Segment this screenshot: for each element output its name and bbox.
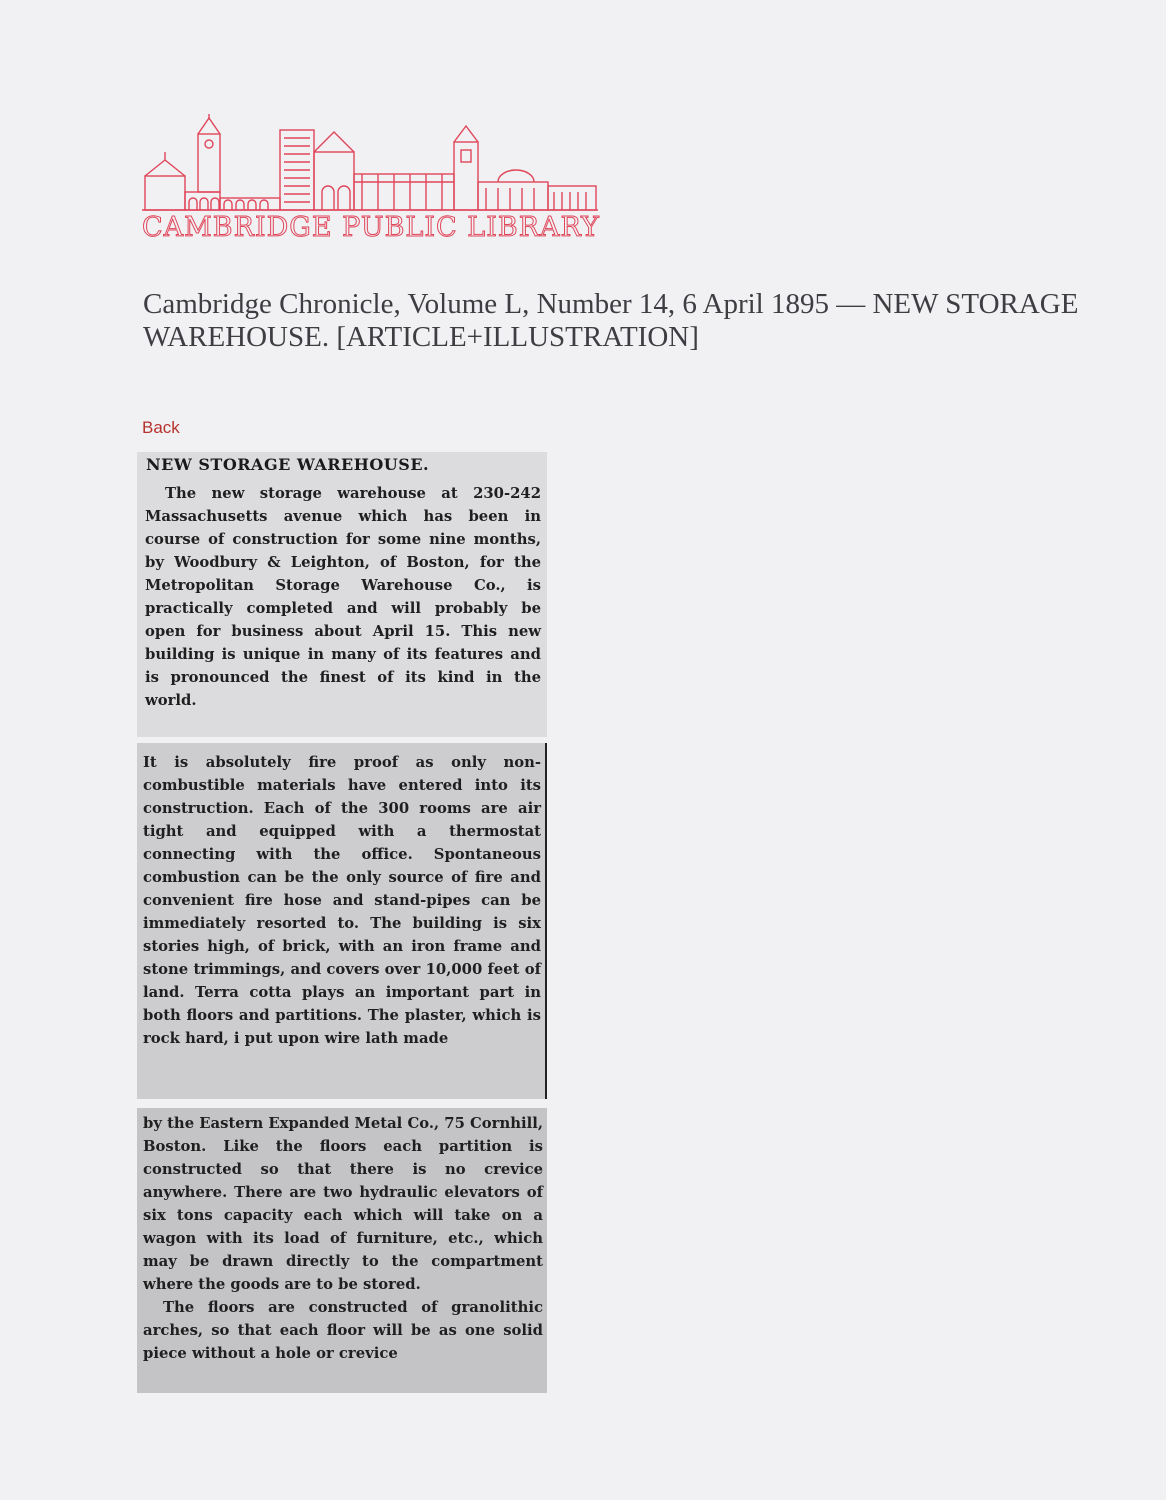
page-title: Cambridge Chronicle, Volume L, Number 14, 6 April 1895 — NEW STORAGE WAREHOUSE. [ARTICLE+ILLUSTRATION] — [143, 288, 1079, 353]
newspaper-clipping-1 — [137, 452, 547, 737]
article-paragraph-4: The floors are constructed of granolithic arches, so that each floor will be as one solid piece without a hole or crevice — [143, 1299, 543, 1362]
article-heading: NEW STORAGE WAREHOUSE. — [146, 455, 430, 474]
article-paragraph-1: The new storage warehouse at 230-242 Massachusetts avenue which has been in course of construction for some nine months, by Woodbury & Leighton, of Boston, for the Metropolitan Storage Warehouse Co., is practically completed and will probably be open for business about April 15. This new building is unique in many of its features and is pronounced the finest of its kind in the world. — [145, 485, 541, 709]
newspaper-clipping-2 — [137, 743, 547, 1099]
back-link[interactable]: Back — [142, 418, 180, 437]
article-paragraph-2: It is absolutely fire proof as only non-combustible materials have entered into its construction. Each of the 300 rooms are air tight and equipped with a thermostat connecting with the office. Spontaneous combustion can be the only source of fire and convenient fire hose and stand-pipes can be immediately resorted to. The building is six stories high, of brick, with an iron frame and stone trimmings, and covers over 10,000 feet of land. Terra cotta plays an important part in both floors and partitions. The plaster, which is rock hard, i put upon wire lath made — [143, 754, 541, 1047]
logo-text: CAMBRIDGE PUBLIC LIBRARY — [142, 212, 600, 243]
article-paragraph-3: by the Eastern Expanded Metal Co., 75 Cornhill, Boston. Like the floors each partition is constructed so that there is no crevice anywhere. There are two hydraulic elevators of six tons capacity each which will take on a wagon with its load of furniture, etc., which may be drawn directly to the compartment where the goods are to be stored. — [143, 1115, 543, 1293]
newspaper-clipping-3 — [137, 1108, 547, 1393]
